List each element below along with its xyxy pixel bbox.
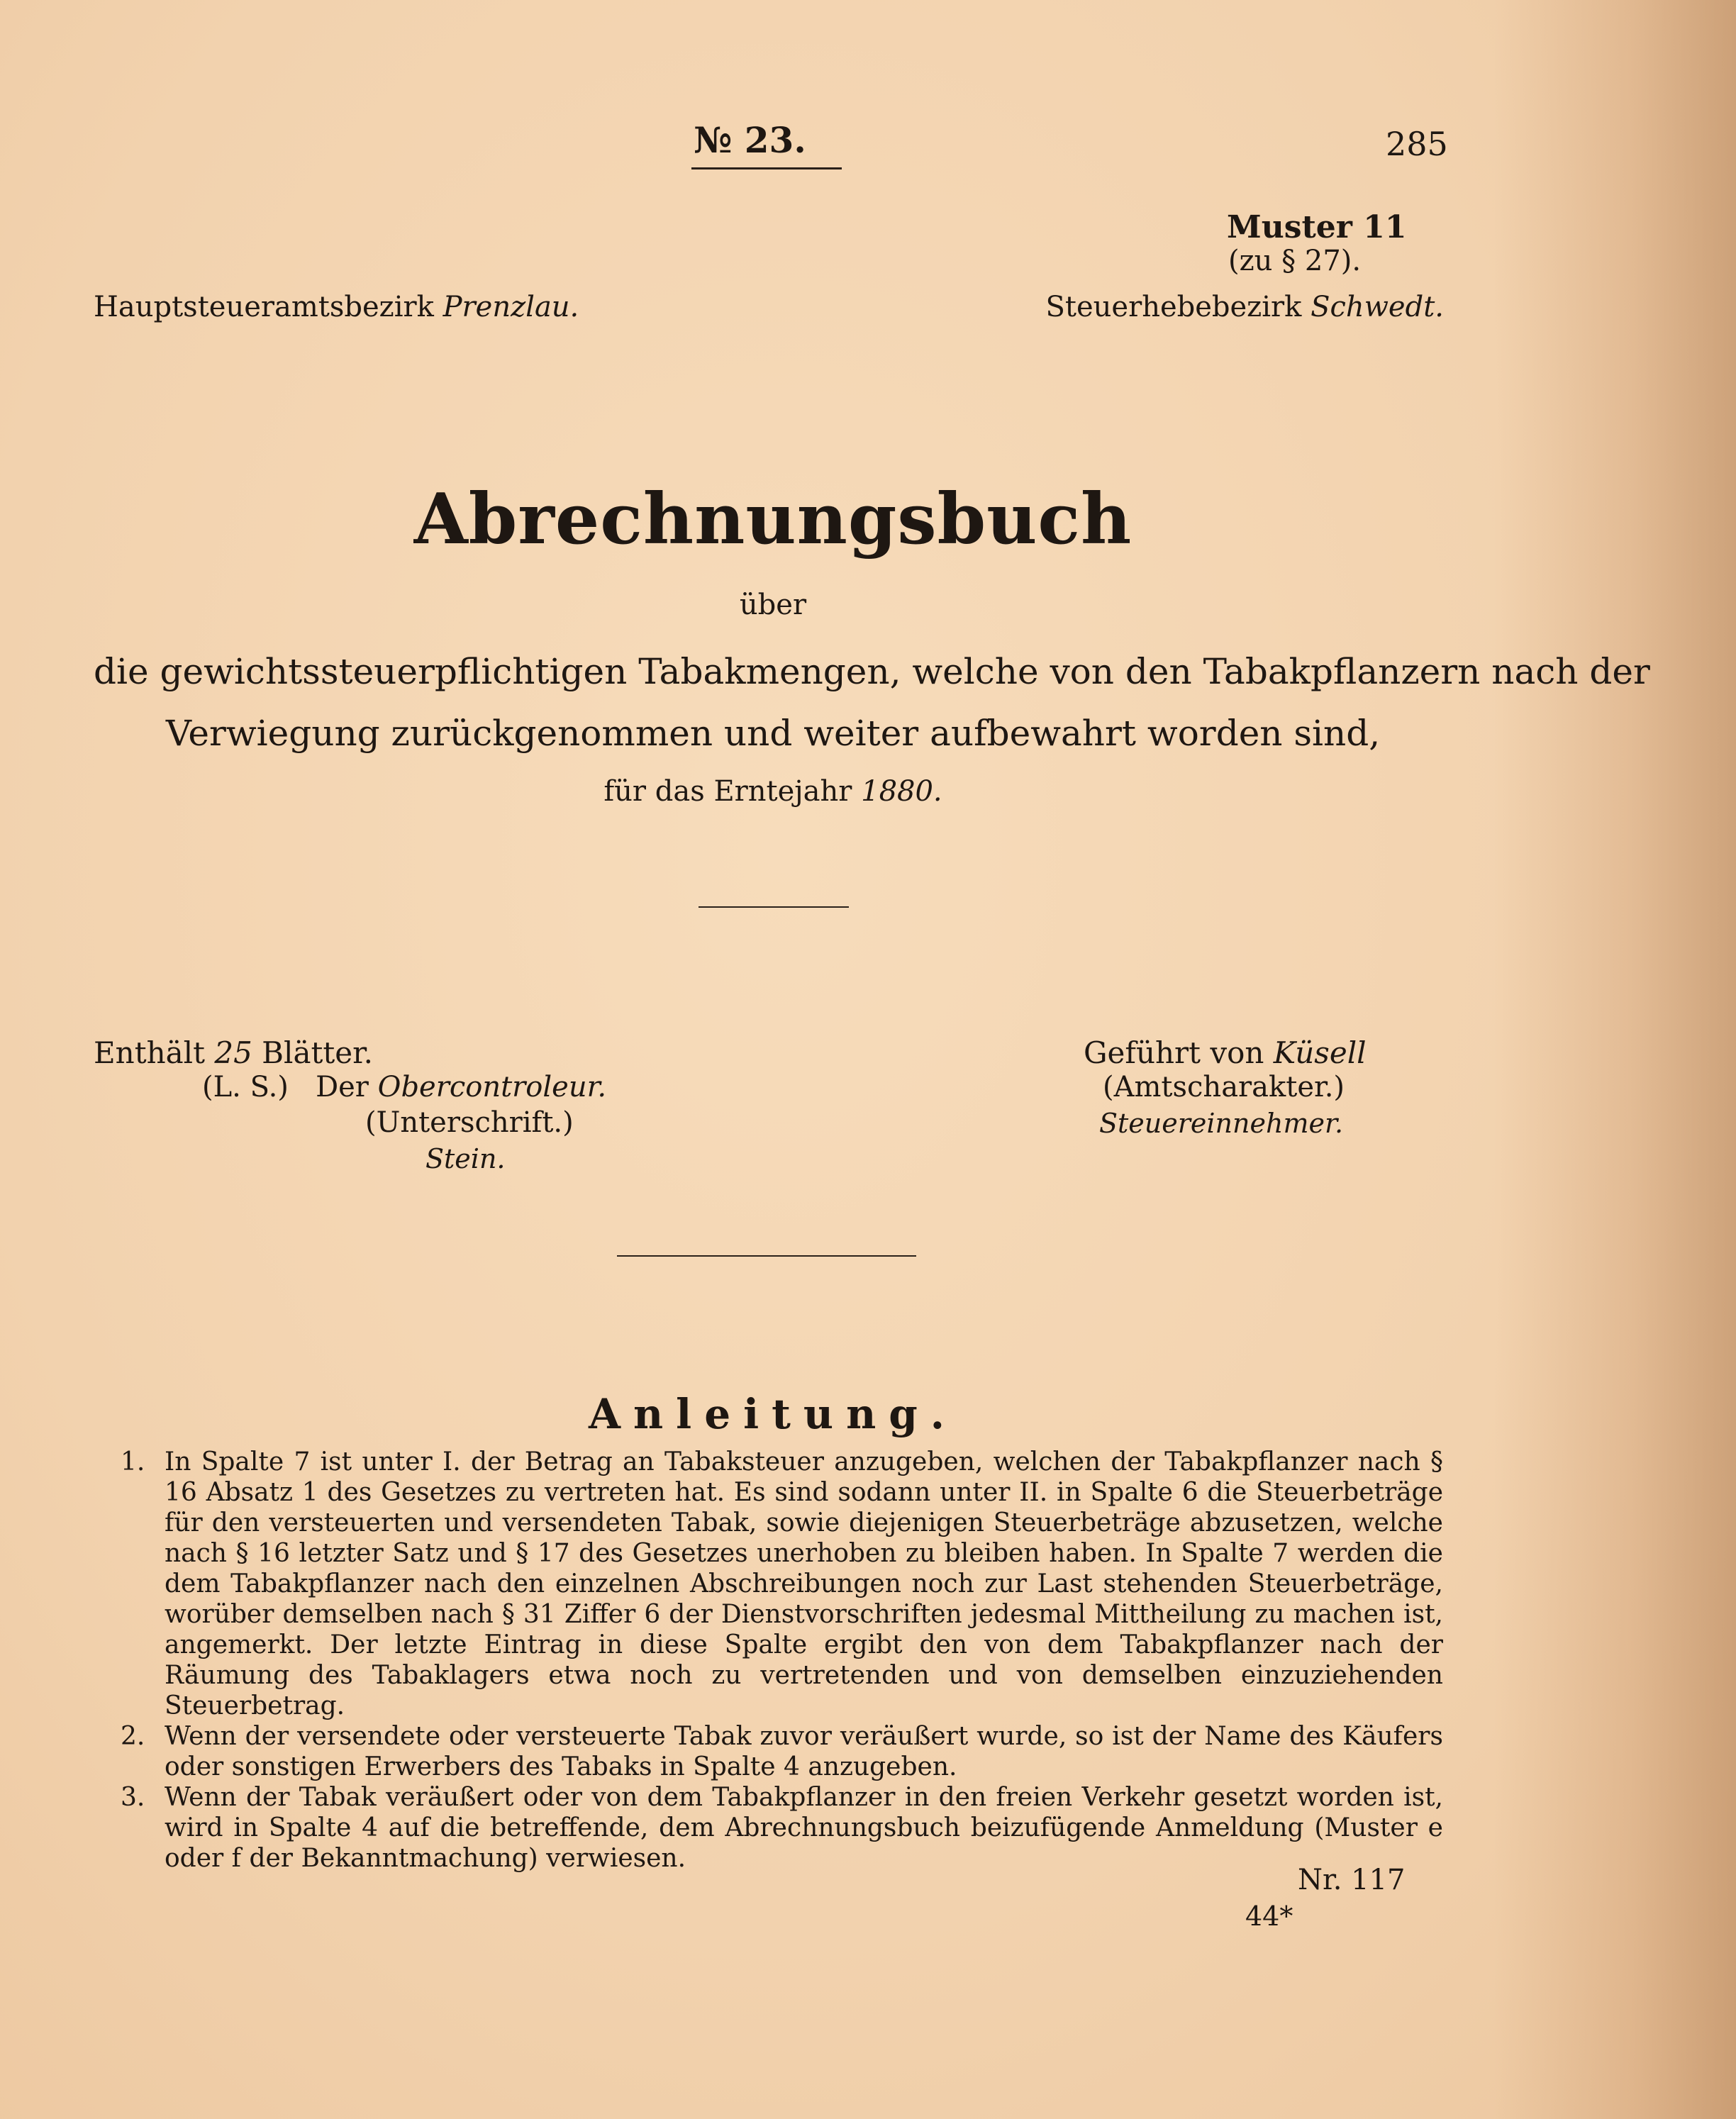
- instruction-item: [121, 1782, 1443, 1874]
- title-subject-line-2: Verwiegung zurückgenommen und weiter aufbewahrt worden sind,: [165, 713, 1381, 754]
- kept-by-line: [1084, 1035, 1367, 1070]
- divider-long: [617, 1255, 916, 1257]
- hebebezirk-prefix: Steuerhebebezirk: [1045, 291, 1302, 323]
- footer-number: Nr. 117: [1298, 1864, 1406, 1896]
- instruction-text: Wenn der Tabak veräußert oder von dem Tabakpflanzer in den freien Verkehr gesetzt worden ist, wird in Spalte 4 auf die betreffende, dem Abrechnungsbuch beizufügende Anmeldung (Muster e oder f der Bekanntmachung) verwiesen.: [165, 1783, 1443, 1873]
- instruction-text: In Spalte 7 ist unter I. der Betrag an Tabaksteuer anzugeben, welchen der Tabakpflanzer nach § 16 Absatz 1 des Gesetzes zu vertreten hat. Es sind sodann unter II. in Spalte 6 die Steuerbeträge für den versteuerten und versendeten Tabak, sowie diejenigen Steuerbeträge abzusetzen, welche nach § 16 letzter Satz und § 17 des Gesetzes unerhoben zu bleiben haben. In Spalte 7 werden die dem Tabakpflanzer nach den einzelnen Abschreibungen noch zur Last stehenden Steuerbeträge, worüber demselben nach § 31 Ziffer 6 der Dienstvorschriften jedesmal Mittheilung zu machen ist, angemerkt. Der letzte Eintrag in diese Spalte ergibt den von dem Tabakpflanzer nach der Räumung des Tabaklagers etwa noch zu vertretenden und von demselben einzuziehenden Steuerbetrag.: [165, 1447, 1443, 1720]
- instruction-text: Wenn der versendete oder versteuerte Tabak zuvor veräußert wurde, so ist der Name des Käufers oder sonstigen Erwerbers des Tabaks in Spalte 4 anzugeben.: [165, 1722, 1443, 1781]
- title-subject-line-1: die gewichtssteuerpflichtigen Tabakmengen, welche von den Tabakpflanzern nach der: [94, 651, 1650, 692]
- seal-line: [202, 1071, 606, 1103]
- harvest-year-value: 1880.: [861, 775, 942, 808]
- instruction-number: 2.: [121, 1722, 145, 1751]
- obercontroleur-title: Obercontroleur.: [377, 1071, 607, 1103]
- hauptamt-name: Prenzlau.: [443, 291, 579, 323]
- divider-short: [699, 906, 849, 908]
- title-ueber: über: [739, 589, 807, 621]
- amtscharakter-label: (Amtscharakter.): [1103, 1071, 1345, 1103]
- steuerhebe-district: [1045, 291, 1444, 323]
- muster-reference: (zu § 27).: [1228, 245, 1362, 277]
- instruction-number: 3.: [121, 1783, 145, 1812]
- sheet-count-line: [94, 1035, 373, 1070]
- muster-label: Muster 11: [1227, 209, 1407, 245]
- kept-by-name: Küsell: [1273, 1035, 1367, 1070]
- instructions-list: [121, 1447, 1443, 1874]
- instruction-number: 1.: [121, 1447, 145, 1476]
- seal-mark: (L. S.): [202, 1071, 289, 1103]
- der-label: Der: [316, 1071, 369, 1103]
- gefuehrt-prefix: Geführt von: [1084, 1035, 1264, 1070]
- issue-number: № 23.: [694, 119, 806, 161]
- hebebezirk-name: Schwedt.: [1311, 291, 1444, 323]
- harvest-year-prefix: für das Erntejahr: [603, 775, 852, 808]
- instructions-heading: Anleitung.: [588, 1390, 957, 1438]
- harvest-year: [0, 775, 1546, 808]
- unterschrift-label: (Unterschrift.): [365, 1106, 574, 1139]
- hauptsteueramt-district: [94, 291, 579, 323]
- page-number: 285: [1386, 125, 1448, 163]
- enthaelt-prefix: Enthält: [94, 1035, 205, 1070]
- sheet-count: 25: [214, 1035, 252, 1070]
- document-title: Abrechnungsbuch: [413, 479, 1133, 560]
- instruction-item: [121, 1447, 1443, 1721]
- footer-signature-mark: 44*: [1245, 1901, 1293, 1932]
- hauptamt-prefix: Hauptsteueramtsbezirk: [94, 291, 434, 323]
- issue-underline: [691, 167, 842, 169]
- blaetter-suffix: Blätter.: [262, 1035, 373, 1070]
- instruction-item: [121, 1721, 1443, 1782]
- steuereinnehmer-title: Steuereinnehmer.: [1099, 1108, 1344, 1139]
- obercontroleur-signature: Stein.: [425, 1143, 506, 1174]
